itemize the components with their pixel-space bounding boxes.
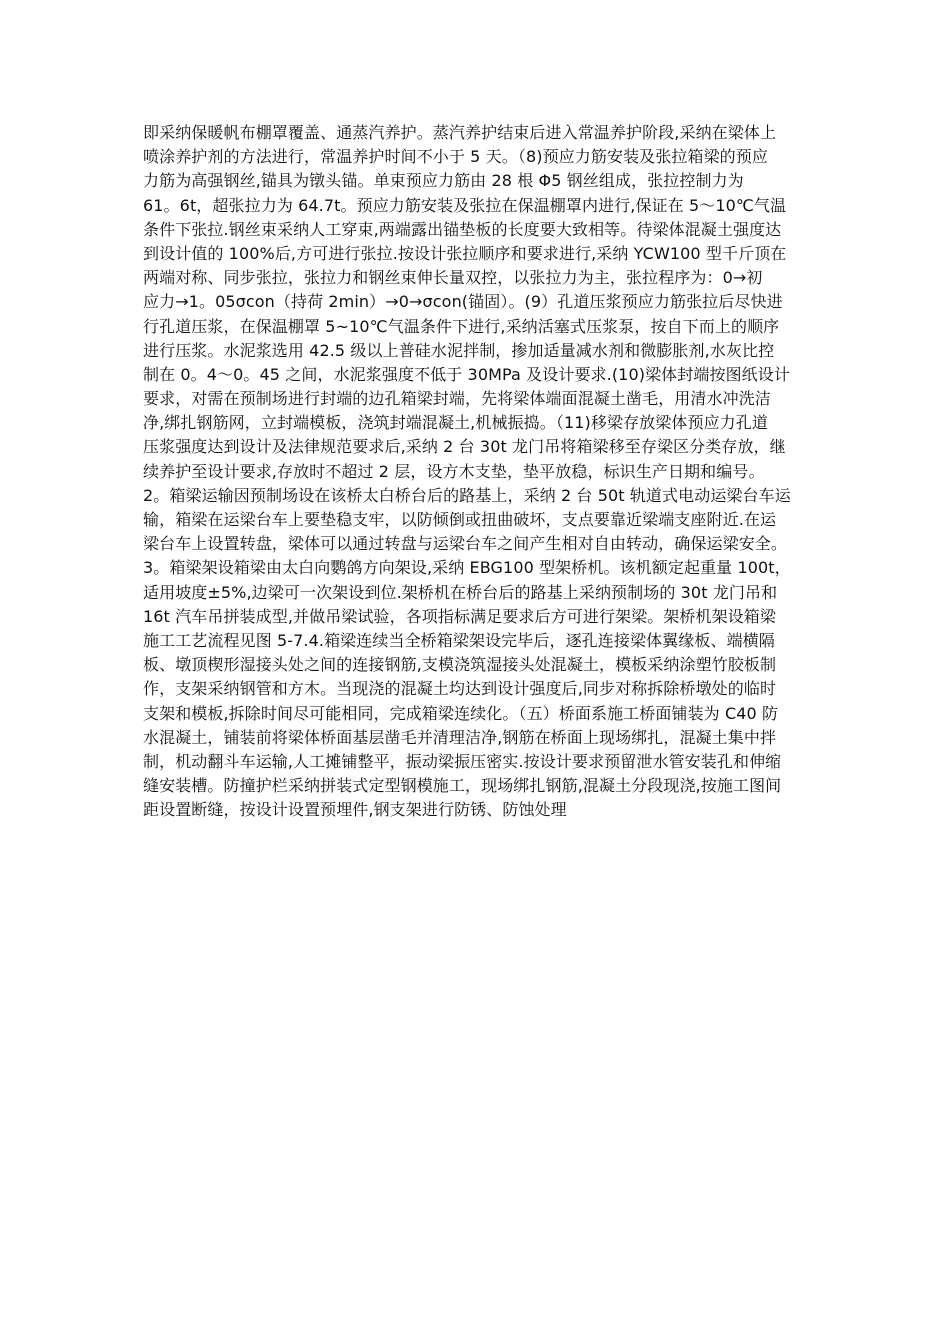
text-line: 两端对称、同步张拉，张拉力和钢丝束伸长量双控，以张拉力为主，张拉程序为：0→初 bbox=[143, 268, 763, 288]
text-line: 应力→1。05σcon（持荷 2min）→0→σcon(锚固）。(9）孔道压浆预应力筋张拉后尽快进 bbox=[143, 292, 783, 312]
text-line: 61。6t，超张拉力为 64.7t。预应力筋安装及张拉在保温棚罩内进行,保证在 5～10℃气温 bbox=[143, 195, 787, 215]
text-line: 喷涂养护剂的方法进行，常温养护时间不小于 5 天。（8)预应力筋安装及张拉箱梁的预应 bbox=[143, 147, 768, 167]
text-line: 进行压浆。水泥浆选用 42.5 级以上普硅水泥拌制，掺加适量减水剂和微膨胀剂,水灰比控 bbox=[143, 340, 775, 360]
document-body bbox=[143, 121, 815, 822]
text-line: 即采纳保暖帆布棚罩覆盖、通蒸汽养护。蒸汽养护结束后进入常温养护阶段,采纳在梁体上 bbox=[143, 123, 777, 142]
text-line: 要求，对需在预制场进行封端的边孔箱梁封端，先将梁体端面混凝土凿毛，用清水冲洗洁 bbox=[143, 389, 771, 409]
text-line: 输，箱梁在运梁台车上要垫稳支牢，以防倾倒或扭曲破坏，支点要靠近梁端支座附近.在运 bbox=[143, 510, 777, 529]
text-line: 作，支架采纳钢管和方木。当现浇的混凝土均达到设计强度后,同步对称拆除桥墩处的临时 bbox=[143, 679, 777, 699]
text-line: 缝安装槽。防撞护栏采纳拼装式定型钢模施工，现场绑扎钢筋,混凝土分段现浇,按施工图间 bbox=[143, 776, 782, 796]
text-line: 续养护至设计要求,存放时不超过 2 层，设方木支垫，垫平放稳，标识生产日期和编号。 bbox=[143, 461, 765, 481]
text-line: 施工工艺流程见图 5-7.4.箱梁连续当全桥箱梁架设完毕后，逐孔连接梁体翼缘板、端横隔 bbox=[143, 630, 775, 650]
text-line: 水混凝土，铺装前将梁体桥面基层凿毛并清理洁净,钢筋在桥面上现场绑扎，混凝土集中拌 bbox=[143, 727, 777, 747]
text-line: 梁台车上设置转盘，梁体可以通过转盘与运梁台车之间产生相对自由转动，确保运梁安全。 bbox=[143, 534, 788, 554]
text-line: 力筋为高强钢丝,锚具为镦头锚。单束预应力筋由 28 根 Φ5 钢丝组成，张拉控制力为 bbox=[143, 171, 744, 191]
text-line: 制，机动翻斗车运输,人工摊铺整平，振动梁振压密实.按设计要求预留泄水管安装孔和伸缩 bbox=[143, 751, 782, 771]
text-line: 适用坡度±5%,边梁可一次架设到位.架桥机在桥台后的路基上采纳预制场的 30t 龙门吊和 bbox=[143, 582, 778, 602]
text-line: 条件下张拉.钢丝束采纳人工穿束,两端露出锚垫板的长度要大致相等。待梁体混凝土强度达 bbox=[143, 219, 782, 239]
text-line: 距设置断缝，按设计设置预埋件,钢支架进行防锈、防蚀处理 bbox=[143, 800, 567, 820]
text-line: 3。箱梁架设箱梁由太白向鹦鸽方向架设,采纳 EBG100 型架桥机。该机额定起重量 100t， bbox=[143, 558, 791, 578]
text-line: 板、墩顶楔形湿接头处之间的连接钢筋,支模浇筑湿接头处混凝土，模板采纳涂塑竹胶板制 bbox=[143, 655, 777, 675]
text-line: 制在 0。4～0。45 之间，水泥浆强度不低于 30MPa 及设计要求.(10)梁体封端按图纸设计 bbox=[143, 364, 790, 384]
text-line: 到设计值的 100%后,方可进行张拉.按设计张拉顺序和要求进行,采纳 YCW100 型千斤顶在 bbox=[143, 243, 787, 263]
text-line: 2。箱梁运输因预制场设在该桥太白桥台后的路基上，采纳 2 台 50t 轨道式电动运梁台车运 bbox=[143, 485, 791, 505]
text-line: 净,绑扎钢筋网，立封端模板，浇筑封端混凝土,机械振捣。（11)移梁存放梁体预应力孔道 bbox=[143, 413, 768, 433]
text-line: 压浆强度达到设计及法律规范要求后,采纳 2 台 30t 龙门吊将箱梁移至存梁区分类存放，继 bbox=[143, 437, 786, 457]
text-line: 行孔道压浆，在保温棚罩 5~10℃气温条件下进行,采纳活塞式压浆泵，按自下而上的顺序 bbox=[143, 316, 780, 336]
text-line: 支架和模板,拆除时间尽可能相同，完成箱梁连续化。（五）桥面系施工桥面铺装为 C40 防 bbox=[143, 703, 779, 723]
text-line: 16t 汽车吊拼装成型,并做吊梁试验，各项指标满足要求后方可进行架梁。架桥机架设箱梁 bbox=[143, 606, 777, 626]
